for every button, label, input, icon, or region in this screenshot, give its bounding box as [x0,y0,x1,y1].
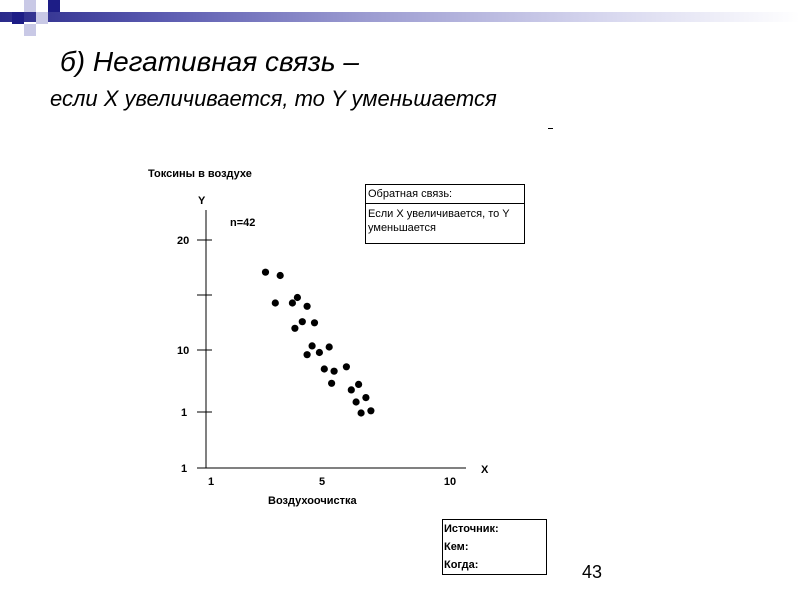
data-point [299,318,306,325]
y-tick-label: 20 [177,235,190,247]
data-point [304,351,311,358]
data-point [358,409,365,416]
data-points [262,269,375,417]
data-point [304,303,311,310]
x-tick-label: 10 [443,476,457,488]
x-ticks [208,476,456,488]
y-tick-label: 1 [181,407,188,419]
data-point [316,349,323,356]
slide-title: б) Негативная связь – [60,46,359,77]
data-point [311,319,318,326]
author-label: Кем: [444,541,469,553]
data-point [362,394,369,401]
data-point [348,386,355,393]
y-ticks [177,235,212,475]
x-tick-label: 1 [207,476,215,488]
note-box [365,184,525,244]
slide-subtitle: если X увеличивается, то Y уменьшается [50,86,497,111]
data-point [343,363,350,370]
data-point [331,368,338,375]
data-point [321,365,328,372]
date-label: Когда: [444,559,479,571]
data-point [262,269,269,276]
data-point [289,299,296,306]
slide-number: 43 [582,562,603,582]
source-label: Источник: [444,523,499,535]
data-point [367,407,374,414]
note-line: уменьшается [368,222,436,234]
source-box [442,519,547,575]
x-axis-label: X [481,464,489,476]
data-point [309,342,316,349]
data-point [277,272,284,279]
data-point [291,325,298,332]
y-tick-label: 1 [181,463,188,475]
x-axis-title: Воздухоочистка [268,495,357,507]
x-tick-label: 5 [318,476,326,488]
data-point [328,380,335,387]
y-tick-label: 10 [177,345,190,357]
chart-title: Токсины в воздухе [148,168,252,180]
y-axis-label: Y [198,195,206,207]
data-point [353,398,360,405]
data-point [272,299,279,306]
data-point [294,294,301,301]
note-divider [366,203,524,204]
data-point [355,381,362,388]
chart-annotation: n=42 [230,217,256,229]
data-point [326,343,333,350]
note-line: Если X увеличивается, то Y [368,208,510,220]
note-line: Обратная связь: [368,188,453,200]
